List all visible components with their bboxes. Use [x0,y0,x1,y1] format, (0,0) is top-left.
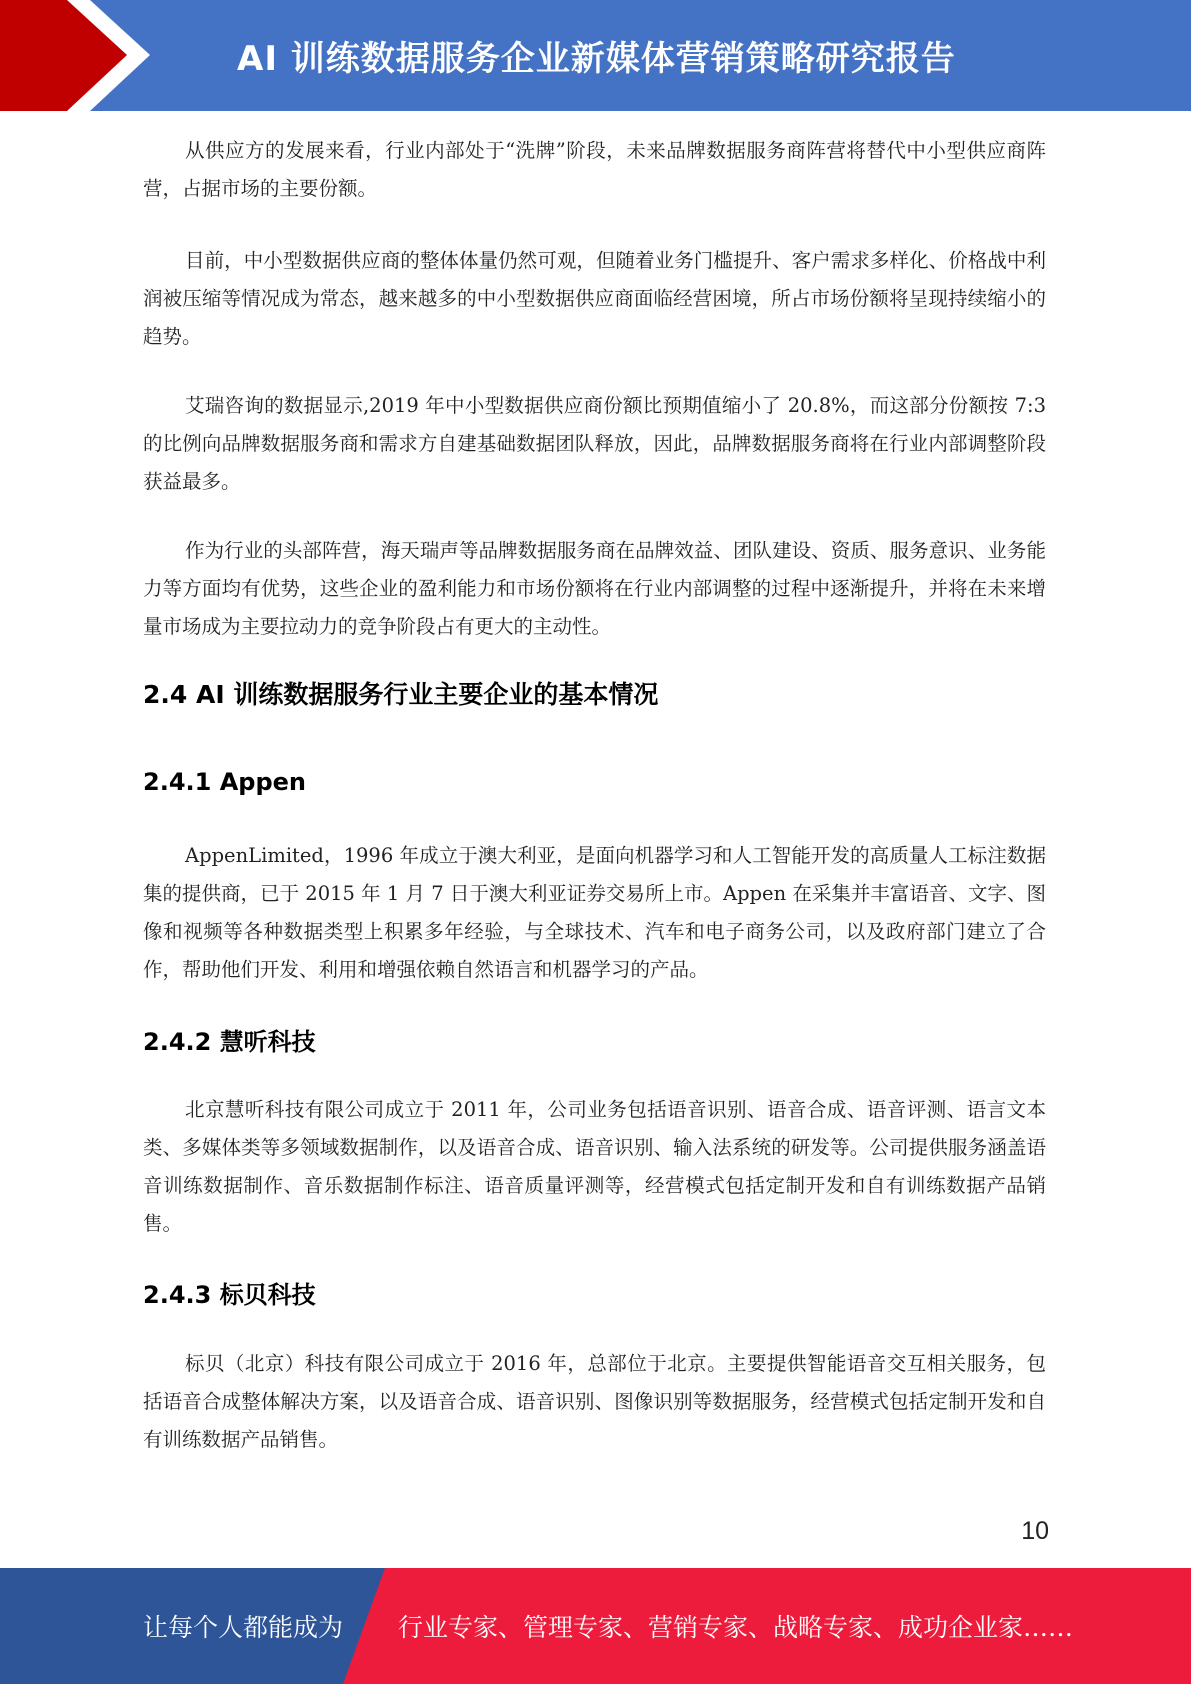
report-title: AI 训练数据服务企业新媒体营销策略研究报告 [237,39,956,79]
page-number: 10 [1021,1517,1049,1545]
paragraph-leading-brands: 作为行业的头部阵营，海天瑞声等品牌数据服务商在品牌效益、团队建设、资质、服务意识、业务能力等方面均有优势，这些企业的盈利能力和市场份额将在行业内部调整的过程中逐渐提升，并将在未来增量市场成为主要拉动力的竞争阶段占有更大的主动性。 [143,539,1046,638]
section-heading: 2.4 AI 训练数据服务行业主要企业的基本情况 [143,680,659,709]
paragraph-biaobei: 标贝（北京）科技有限公司成立于 2016 年，总部位于北京。主要提供智能语音交互相关服务，包括语音合成整体解决方案，以及语音合成、语音识别、图像识别等数据服务，经营模式包括定制开发和自有训练数据产品销售。 [143,1352,1046,1451]
footer-slogan-right: 行业专家、管理专家、营销专家、战略专家、成功企业家…… [398,1613,1074,1642]
page-header [0,0,1191,111]
paragraph-supply-side: 从供应方的发展来看，行业内部处于“洗牌”阶段，未来品牌数据服务商阵营将替代中小型供应商阵营，占据市场的主要份额。 [143,139,1046,200]
subsection-heading-appen: 2.4.1 Appen [143,768,306,796]
paragraph-appen: AppenLimited，1996 年成立于澳大利亚，是面向机器学习和人工智能开发的高质量人工标注数据集的提供商，已于 2015 年 1 月 7 日于澳大利亚证券交易所上市。Appen 在采集并丰富语音、文字、图像和视频等各种数据类型上积累多年经验，与全球技术、汽车和电子商务公司，以及政府部门建立了合作，帮助他们开发、利用和增强依赖自然语言和机器学习的产品。 [143,844,1046,981]
paragraph-iresearch-data: 艾瑞咨询的数据显示,2019 年中小型数据供应商份额比预期值缩小了 20.8%，而这部分份额按 7:3 的比例向品牌数据服务商和需求方自建基础数据团队释放，因此，品牌数据服务商将在行业内部调整阶段获益最多。 [143,394,1046,493]
paragraph-small-suppliers: 目前，中小型数据供应商的整体体量仍然可观，但随着业务门槛提升、客户需求多样化、价格战中利润被压缩等情况成为常态，越来越多的中小型数据供应商面临经营困境，所占市场份额将呈现持续缩小的趋势。 [143,249,1046,348]
paragraph-huiting: 北京慧听科技有限公司成立于 2011 年，公司业务包括语音识别、语音合成、语音评测、语言文本类、多媒体类等多领域数据制作，以及语音合成、语音识别、输入法系统的研发等。公司提供服务涵盖语音训练数据制作、音乐数据制作标注、语音质量评测等，经营模式包括定制开发和自有训练数据产品销售。 [143,1098,1046,1235]
subsection-heading-biaobei: 2.4.3 标贝科技 [143,1281,316,1309]
footer-slogan-left: 让每个人都能成为 [143,1613,344,1642]
subsection-heading-huiting: 2.4.2 慧听科技 [143,1028,316,1056]
page-footer [0,1568,1191,1684]
